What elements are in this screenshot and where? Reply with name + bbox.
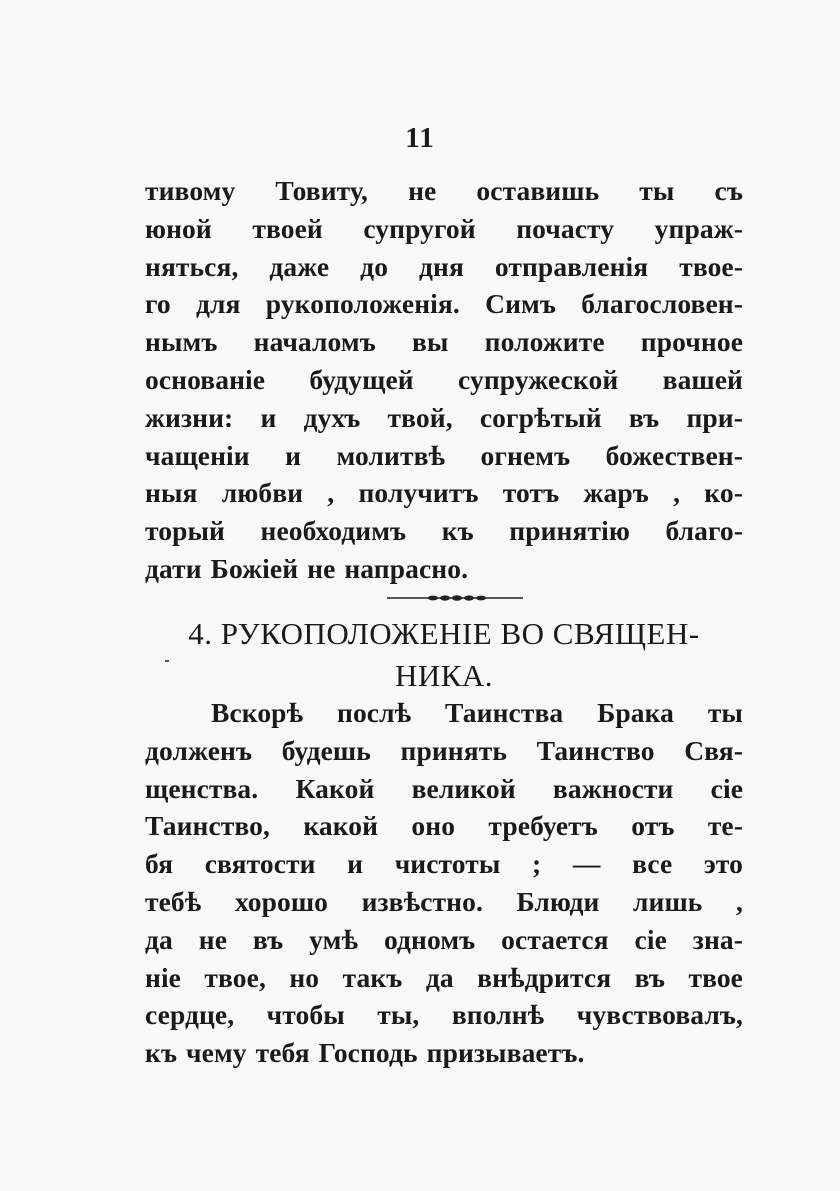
text-line: ныя любви , получитъ тотъ жаръ , ко- — [145, 477, 743, 509]
section-heading-line: НИКА. — [394, 658, 494, 693]
page-number: 11 — [405, 122, 435, 154]
section-heading — [145, 613, 743, 697]
paragraph-continuation — [145, 172, 743, 588]
text-line: дати Божіей не напрасно. — [145, 552, 469, 584]
text-line: го для рукоположенія. Симъ благословен- — [145, 288, 743, 320]
text-line: Таинство, какой оно требуетъ отъ те- — [145, 810, 743, 842]
text-line: къ чему тебя Господь призываетъ. — [145, 1037, 585, 1069]
text-line: нымъ началомъ вы положите прочное — [145, 326, 743, 358]
text-line: сердце, чтобы ты, вполнѣ чувствовалъ, — [145, 999, 743, 1031]
text-line: щенства. Какой великой важности сіе — [145, 772, 743, 804]
section-divider-ornament — [385, 590, 525, 606]
text-line: тивому Товиту, не оставишь ты съ — [145, 175, 743, 206]
text-line: юной твоей супругой почасту упраж- — [145, 212, 743, 244]
text-line: торый необходимъ къ принятію благо- — [145, 515, 743, 547]
paragraph-body — [145, 694, 743, 1072]
text-line: тебѣ хорошо извѣстно. Блюди лишь , — [145, 885, 743, 917]
text-line: бя святости и чистоты ; — все это — [145, 848, 743, 880]
print-speck — [165, 660, 169, 662]
text-line: жизни: и духъ твой, согрѣтый въ при- — [145, 401, 743, 433]
text-line: основаніе будущей супружеской вашей — [145, 363, 743, 395]
section-heading-line: 4. РУКОПОЛОЖЕНІЕ ВО СВЯЩЕН- — [188, 616, 700, 651]
text-line: да не въ умѣ одномъ остается сіе зна- — [145, 923, 743, 955]
text-line: няться, даже до дня отправленія твое- — [145, 250, 743, 282]
text-line: ніе твое, но такъ да внѣдрится въ твое — [145, 961, 743, 993]
text-line: Вскорѣ послѣ Таинства Брака ты — [211, 697, 743, 728]
text-line: чащеніи и молитвѣ огнемъ божествен- — [145, 439, 743, 471]
text-line: долженъ будешь принять Таинство Свя- — [145, 734, 743, 766]
